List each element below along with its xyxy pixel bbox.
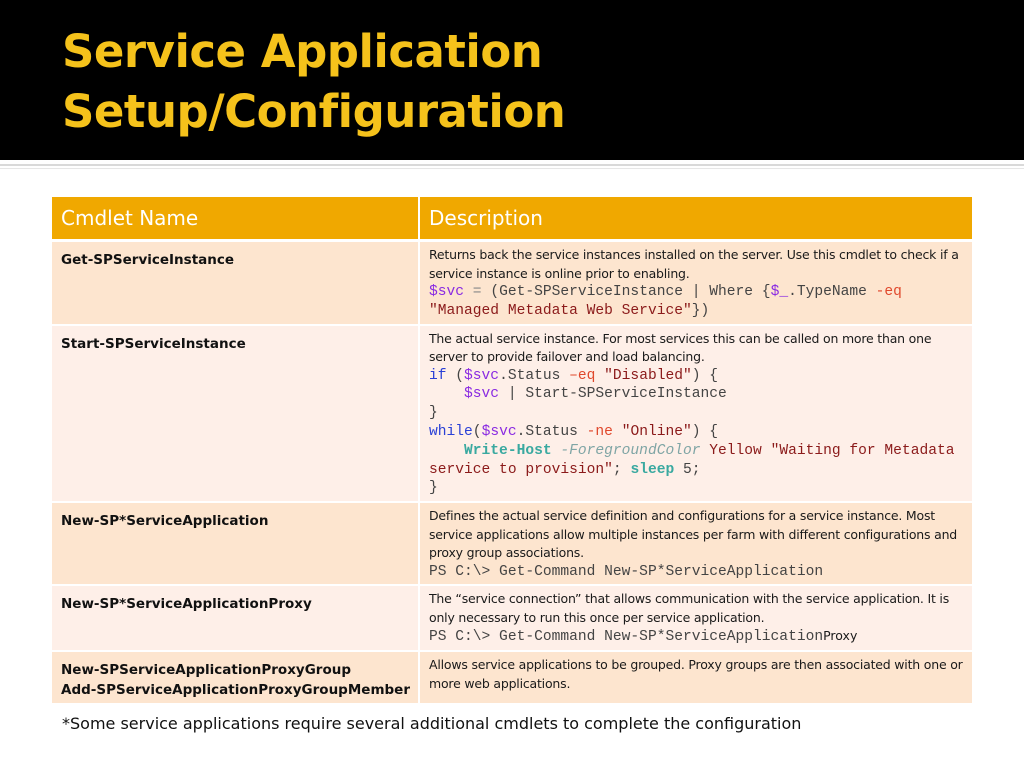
code-token: if: [429, 367, 447, 384]
table-row: [52, 325, 972, 503]
code-token: ;: [612, 461, 631, 478]
code-token: .Status: [516, 423, 587, 440]
cmdlet-description: Allows service applications to be grouped. Proxy groups are then associated with one or more web applications.: [429, 657, 963, 691]
code-snippet: PS C:\> Get-Command New-SP*ServiceApplication: [429, 563, 824, 580]
code-token: .Status: [499, 367, 570, 384]
cmdlet-description-cell: [419, 325, 972, 503]
code-token: -eq: [875, 284, 902, 300]
code-token: }: [429, 405, 438, 422]
slide-title: [62, 22, 565, 142]
cmdlet-name-line: Add-SPServiceApplicationProxyGroupMember: [61, 682, 410, 699]
code-token: (: [472, 423, 482, 440]
cmdlet-description-cell: [419, 502, 972, 585]
table-row: [52, 585, 972, 651]
table-row: [52, 241, 972, 325]
code-token: [429, 386, 464, 402]
cmdlet-name: New-SP*ServiceApplicationProxy: [52, 585, 419, 651]
cmdlet-name: New-SP*ServiceApplication: [52, 502, 419, 585]
cmdlet-description-cell: [419, 241, 972, 325]
code-token: -ne: [586, 423, 613, 440]
code-token: }: [429, 480, 438, 497]
code-token: PS C:\> Get-Command New-SP*ServiceApplication: [429, 629, 824, 646]
code-token: ) {: [691, 423, 719, 440]
code-token: $svc: [481, 423, 517, 440]
cmdlet-name: Start-SPServiceInstance: [52, 325, 419, 503]
code-token: $svc: [464, 386, 500, 403]
footnote: *Some service applications require several additional cmdlets to complete the configuration: [62, 714, 802, 733]
cmdlet-description: The actual service instance. For most services this can be called on more than one server to provide failover and load balancing.: [429, 330, 932, 365]
table-row: [52, 651, 972, 704]
code-token: | Start-SPServiceInstance: [499, 386, 727, 403]
cmdlet-description-cell: [419, 585, 972, 651]
cmdlet-name-line: New-SPServiceApplicationProxyGroup: [61, 662, 351, 679]
code-token: .TypeName: [788, 284, 876, 300]
code-token: $_: [770, 284, 789, 300]
cmdlet-name: Get-SPServiceInstance: [52, 241, 419, 325]
slide-title-line1: Service Application: [62, 25, 543, 78]
code-token: }): [691, 302, 710, 319]
table-header-row: [52, 197, 972, 241]
slide-title-line2: Setup/Configuration: [62, 85, 566, 138]
code-token: sleep: [630, 461, 675, 478]
code-snippet: [429, 367, 964, 499]
code-token: Write-Host: [464, 442, 552, 459]
code-token: =: [464, 284, 491, 300]
cmdlet-description: The “service connection” that allows communication with the service application. It is only necessary to run this once per service application.: [429, 591, 950, 625]
code-token: –eq: [569, 367, 596, 384]
title-bar: [0, 0, 1024, 160]
code-token: "Managed Metadata Web Service": [429, 302, 692, 319]
code-token: Yellow: [700, 442, 762, 459]
cmdlet-table: [52, 197, 972, 705]
code-token: $svc: [429, 284, 465, 300]
cmdlet-description: Returns back the service instances installed on the server. Use this cmdlet to check if a service instance is online prior to enabling.: [429, 247, 959, 281]
code-token: (Get-SPServiceInstance | Where {: [490, 284, 771, 300]
code-token: while: [429, 423, 473, 440]
code-token: Proxy: [823, 628, 858, 644]
code-snippet: [429, 627, 964, 647]
header-cmdlet-name: Cmdlet Name: [52, 197, 419, 241]
code-snippet: [429, 283, 964, 321]
header-description: Description: [419, 197, 972, 241]
code-token: $svc: [464, 367, 500, 384]
code-token: ) {: [691, 367, 719, 384]
code-token: [429, 443, 464, 459]
cmdlet-name: [52, 651, 419, 704]
code-token: -ForegroundColor: [551, 442, 701, 459]
code-token: "Online": [612, 423, 692, 440]
code-token: "Disabled": [595, 367, 692, 384]
code-token: "Waiting for Metadata service to provision": [429, 442, 964, 478]
table-row: [52, 502, 972, 585]
code-token: (: [446, 367, 465, 384]
divider-line-thin: [0, 168, 1024, 169]
code-token: 5;: [674, 461, 701, 478]
cmdlet-description: Defines the actual service definition and configurations for a service instance. Most service applications allow multiple instances per farm with different configurations and proxy group associations.: [429, 508, 958, 561]
divider-line: [0, 164, 1024, 166]
cmdlet-description-cell: [419, 651, 972, 704]
